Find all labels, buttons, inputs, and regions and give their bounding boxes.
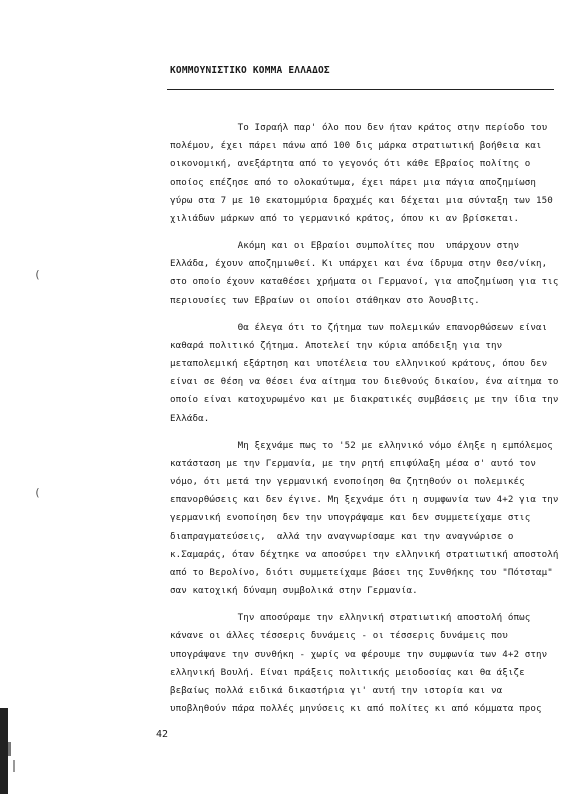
text-line: χιλιάδων μάρκων από το γερμανικό κράτος, όπου κι αν βρίσκεται. — [170, 213, 520, 224]
text-line: Μη ξεχνάμε πως το '52 με ελληνικό νόμο έληξε η εμπόλεμος — [170, 439, 553, 451]
text-line: οποίο είναι κατοχυρωμένο και με διακρατικές συμβάσεις με την ίδια την — [170, 394, 559, 406]
text-line: Θα έλεγα ότι το ζήτημα των πολεμικών επανορθώσεων είναι — [170, 321, 548, 333]
text-line: υπογράψανε την συνθήκη - χωρίς να φέρουμε την συμφωνία των 4+2 στην — [170, 648, 548, 660]
text-line: Ελλάδα, έχουν αποζημιωθεί. Κι υπάρχει και ένα ίδρυμα στην Θεσ/νίκη, — [170, 258, 548, 270]
party-header-title: ΚΟΜΜΟΥΝΙΣΤΙΚΟ ΚΟΜΜΑ ΕΛΛΑΔΟΣ — [170, 65, 330, 76]
text-line: κ.Σαμαράς, όταν δέχτηκε να αποσύρει την ελληνική στρατιωτική αποστολή — [170, 548, 559, 560]
text-line: πολέμου, έχει πάρει πάνω από 100 δις μάρκα στρατιωτική βοήθεια και — [170, 140, 542, 152]
text-line: επανορθώσεις και δεν έγινε. Μη ξεχνάμε ότι η συμφωνία των 4+2 για την — [170, 494, 559, 506]
text-line: περιουσίες των Εβραίων οι οποίοι στάθηκαν στο Άουσβιτς. — [170, 294, 480, 306]
text-line: Ακόμη και οι Εβραίοι συμπολίτες που υπάρχουν στην — [170, 240, 520, 251]
text-line: οικονομική, ανεξάρτητα από το γεγονός ότι κάθε Εβραίος πολίτης ο — [170, 158, 531, 170]
text-line: από το Βερολίνο, διότι συμμετείχαμε βάσει της Συνθήκης του "Πότσταμ" — [170, 567, 553, 578]
text-line: μεταπολεμική εξάρτηση και υποτέλεια του ελληνικού κράτους, όπου δεν — [170, 358, 548, 369]
scan-speck: ( — [34, 486, 41, 499]
text-line: είναι σε θέση να θέσει ένα αίτημα του διεθνούς δικαίου, ένα αίτημα το — [170, 376, 559, 388]
header-divider — [167, 89, 554, 90]
text-line: οποίος επέζησε από το ολοκαύτωμα, έχει πάρει μια πάγια αποζημίωση — [170, 176, 537, 188]
text-line: κάνανε οι άλλες τέσσερις δυνάμεις - οι τέσσερις δυνάμεις που — [170, 630, 508, 642]
scan-edge-mark — [0, 708, 8, 794]
scan-edge-mark — [8, 742, 11, 756]
text-line: κατάσταση με την Γερμανία, με την ρητή επιφύλαξη μέσα σ' αυτό τον — [170, 457, 537, 469]
text-line: βεβαίως πολλά ειδικά δικαστήρια γι' αυτή την ιστορία και να — [170, 685, 503, 696]
text-line: Το Ισραήλ παρ' όλο που δεν ήταν κράτος στην περίοδο του — [170, 122, 548, 133]
text-line: υποβληθούν πάρα πολλές μηνύσεις κι από πολίτες κι από κόμματα προς — [170, 703, 542, 715]
page-number: 42 — [156, 729, 169, 740]
text-line: Ελλάδα. — [170, 412, 210, 424]
text-line: ελληνική Βουλή. Είναι πράξεις πολιτικής μειοδοσίας και θα άξιζε — [170, 666, 525, 678]
text-line: στο οποίο έχουν καταθέσει χρήματα οι Γερμανοί, για αποζημίωση για τις — [170, 276, 559, 288]
text-line: διαπραγματεύσεις, αλλά την αναγνωρίσαμε και την αναγνώρισε ο — [170, 530, 514, 542]
text-line: γύρω στα 7 με 10 εκατομμύρια δραχμές και δέχεται μια σύνταξη των 150 — [170, 194, 553, 206]
text-line: γερμανική ενοποίηση δεν την υπογράψαμε και δεν συμμετείχαμε στις — [170, 512, 531, 524]
scan-edge-mark — [13, 760, 15, 772]
text-line: Την αποσύραμε την ελληνική στρατιωτική αποστολή όπως — [170, 612, 531, 624]
text-line: καθαρά πολιτικό ζήτημα. Αποτελεί την κύρια απόδειξη για την — [170, 339, 503, 351]
scan-speck: ( — [34, 268, 41, 281]
text-line: νόμο, ότι μετά την γερμανική ενοποίηση θα ζητηθούν οι πολεμικές — [170, 476, 525, 487]
text-line: σαν κατοχική δύναμη συμβολικά στην Γερμανία. — [170, 585, 418, 597]
